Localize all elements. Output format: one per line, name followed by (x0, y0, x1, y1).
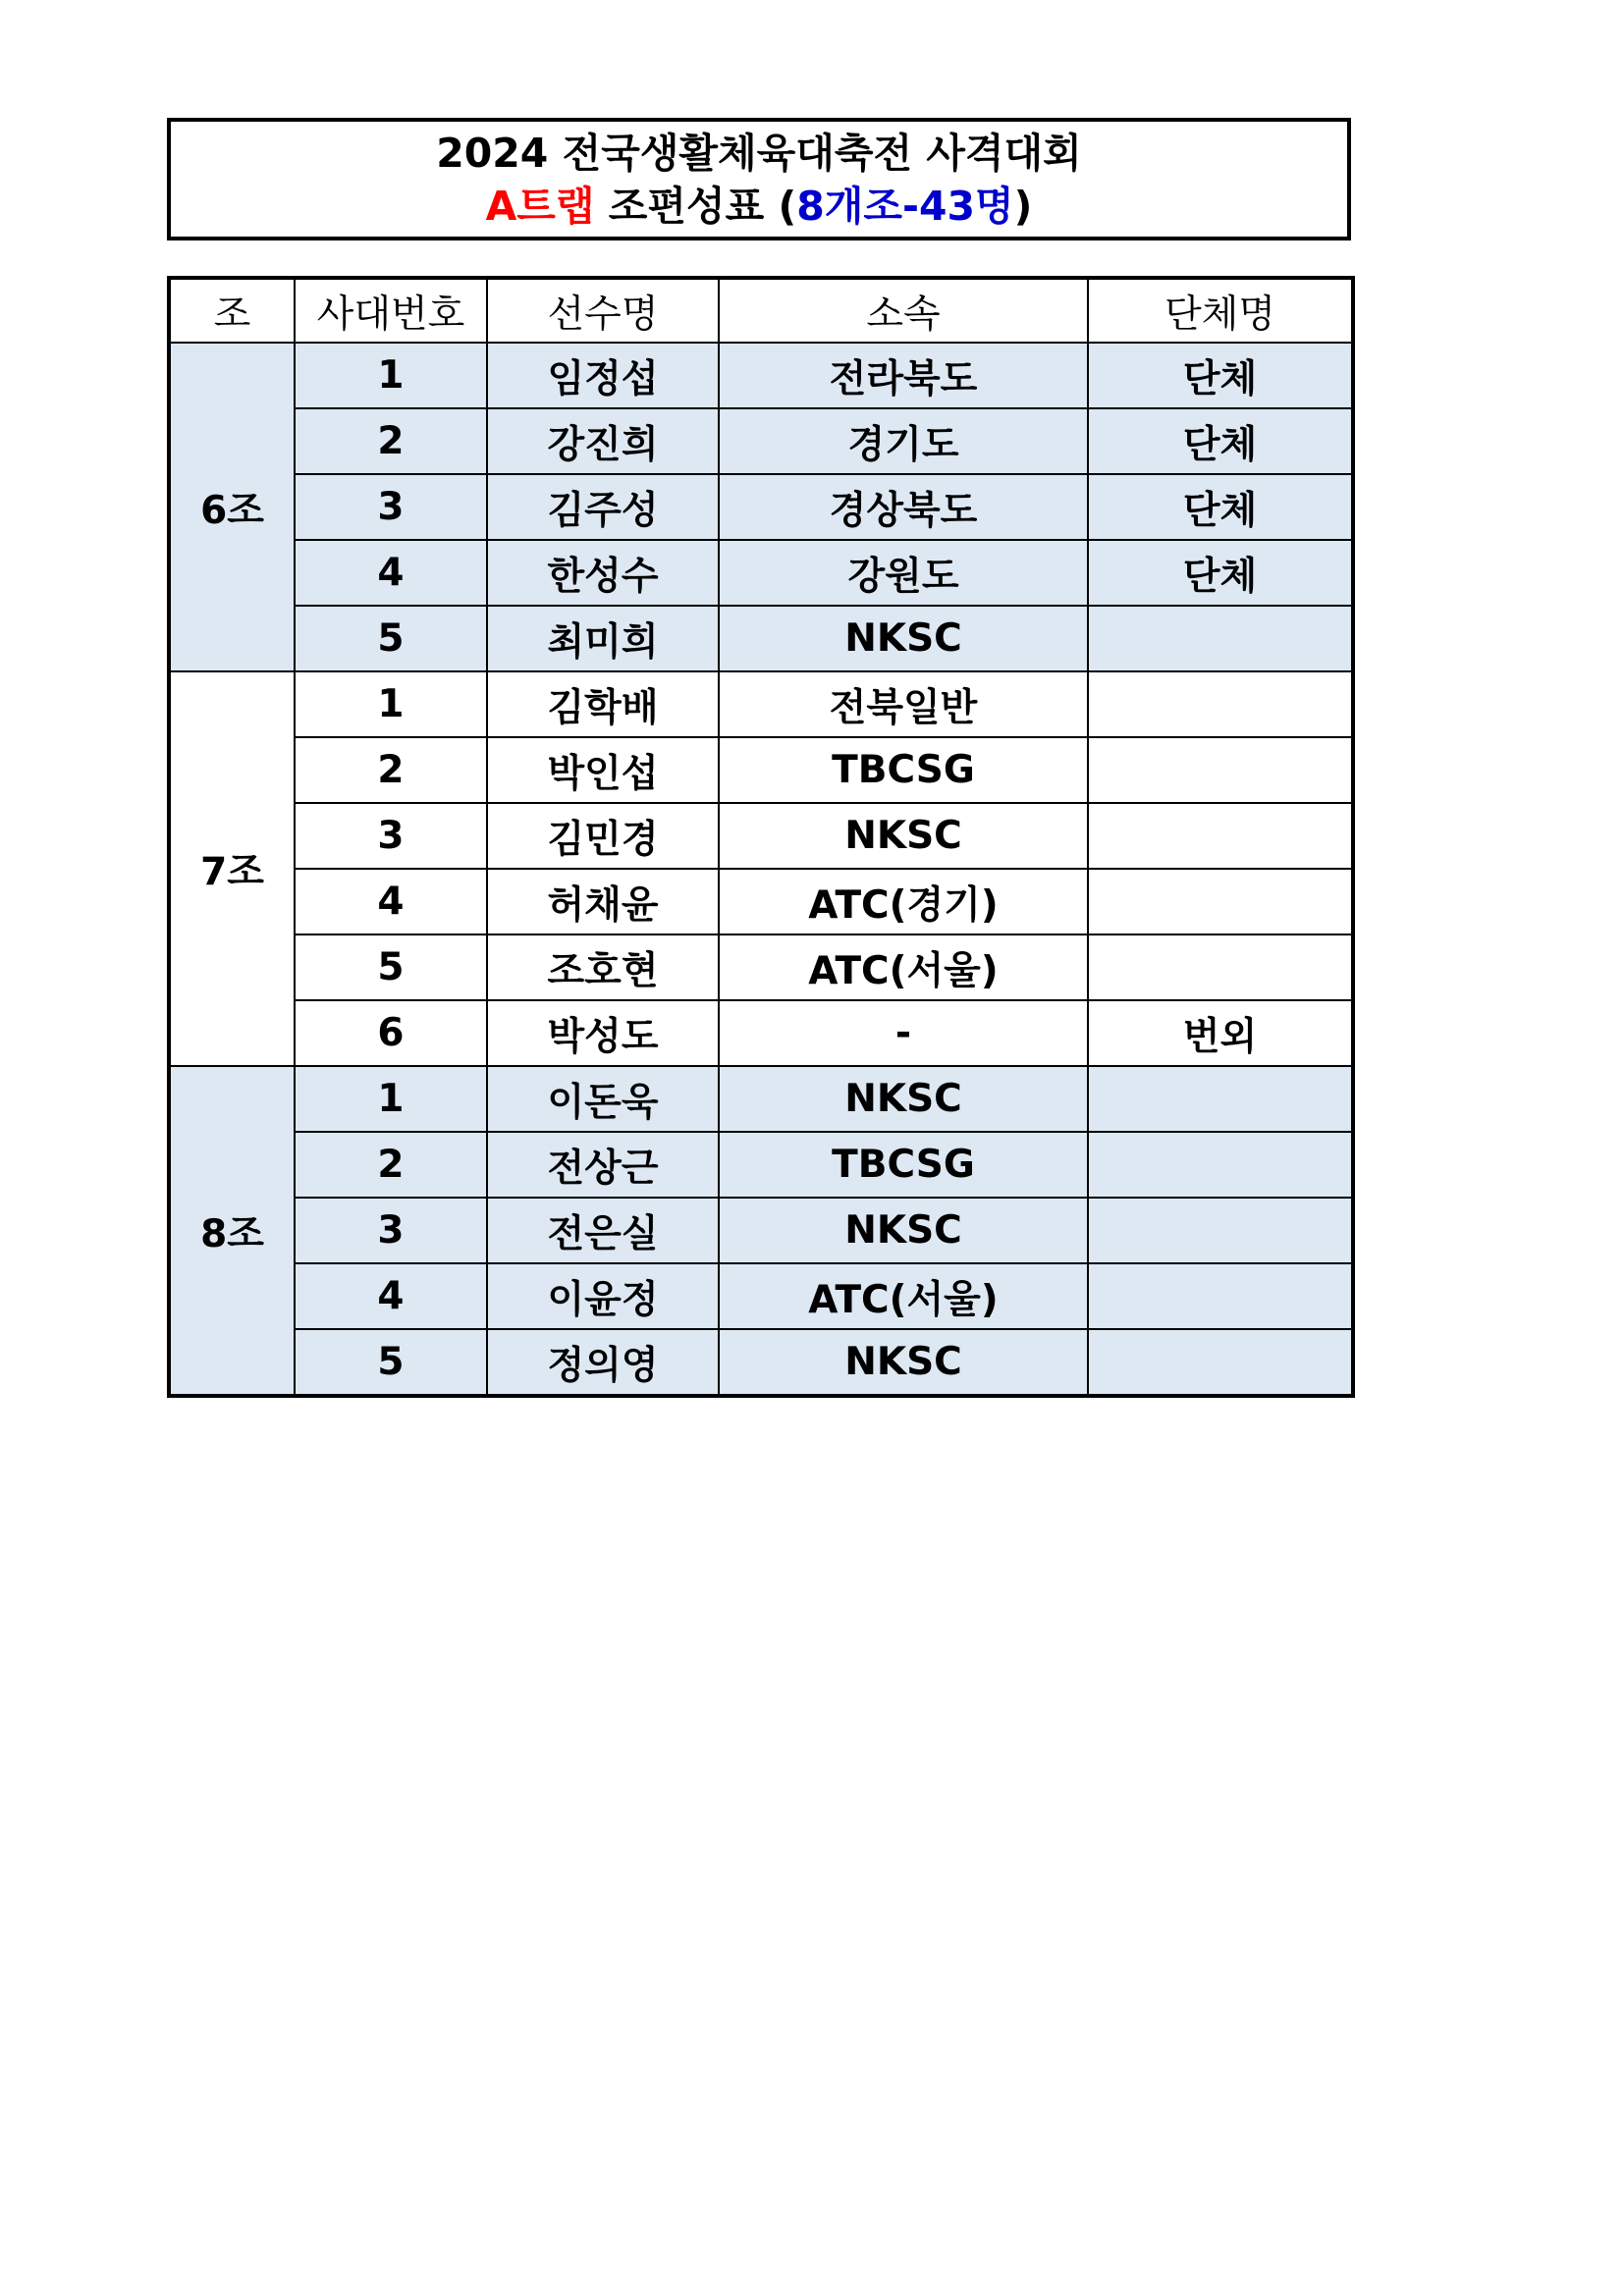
affiliation: - (719, 1000, 1088, 1066)
team-name (1088, 1329, 1353, 1396)
table-row (169, 803, 1353, 869)
header-affiliation: 소속 (719, 278, 1088, 343)
athlete-name: 강진희 (487, 408, 719, 474)
athlete-name: 한성수 (487, 540, 719, 606)
lane-number: 3 (295, 474, 487, 540)
table-row (169, 1000, 1353, 1066)
affiliation: TBCSG (719, 1132, 1088, 1198)
table-row (169, 1132, 1353, 1198)
title-box (167, 118, 1351, 240)
athlete-name: 박인섭 (487, 737, 719, 803)
header-row (169, 278, 1353, 343)
table-row (169, 408, 1353, 474)
lane-number: 1 (295, 671, 487, 737)
team-name (1088, 1263, 1353, 1329)
lane-number: 4 (295, 540, 487, 606)
table-row (169, 1198, 1353, 1263)
table-row (169, 737, 1353, 803)
affiliation: NKSC (719, 1329, 1088, 1396)
team-name (1088, 606, 1353, 671)
team-name: 단체 (1088, 540, 1353, 606)
team-name (1088, 869, 1353, 934)
athlete-name: 조호현 (487, 934, 719, 1000)
team-name (1088, 1198, 1353, 1263)
lane-number: 4 (295, 1263, 487, 1329)
team-name (1088, 671, 1353, 737)
athlete-name: 정의영 (487, 1329, 719, 1396)
header-lane: 사대번호 (295, 278, 487, 343)
event-name: A트랩 (485, 182, 595, 230)
lane-number: 1 (295, 343, 487, 408)
team-name: 단체 (1088, 408, 1353, 474)
table-row (169, 1263, 1353, 1329)
group-label: 7조 (169, 671, 295, 1066)
athlete-name: 김주성 (487, 474, 719, 540)
lane-number: 6 (295, 1000, 487, 1066)
affiliation: 전라북도 (719, 343, 1088, 408)
header-name: 선수명 (487, 278, 719, 343)
table-row (169, 869, 1353, 934)
lane-number: 2 (295, 737, 487, 803)
affiliation: ATC(경기) (719, 869, 1088, 934)
athlete-name: 허채윤 (487, 869, 719, 934)
affiliation: NKSC (719, 1198, 1088, 1263)
table-row (169, 474, 1353, 540)
team-name: 번외 (1088, 1000, 1353, 1066)
table-row (169, 606, 1353, 671)
athlete-name: 전은실 (487, 1198, 719, 1263)
athlete-name: 임정섭 (487, 343, 719, 408)
team-name (1088, 1132, 1353, 1198)
title-line-2 (486, 180, 1033, 233)
table-row (169, 671, 1353, 737)
table-row (169, 1329, 1353, 1396)
team-name (1088, 803, 1353, 869)
affiliation: TBCSG (719, 737, 1088, 803)
header-group: 조 (169, 278, 295, 343)
lane-number: 4 (295, 869, 487, 934)
lane-number: 5 (295, 606, 487, 671)
affiliation: 경상북도 (719, 474, 1088, 540)
roster-body (169, 343, 1353, 1396)
header-team: 단체명 (1088, 278, 1353, 343)
athlete-name: 김민경 (487, 803, 719, 869)
table-row (169, 343, 1353, 408)
team-name: 단체 (1088, 474, 1353, 540)
table-row (169, 1066, 1353, 1132)
affiliation: 전북일반 (719, 671, 1088, 737)
title-line-1: 2024 전국생활체육대축전 사격대회 (436, 129, 1082, 177)
lane-number: 3 (295, 803, 487, 869)
athlete-name: 최미희 (487, 606, 719, 671)
athlete-name: 김학배 (487, 671, 719, 737)
affiliation: ATC(서울) (719, 934, 1088, 1000)
affiliation: 경기도 (719, 408, 1088, 474)
affiliation: 강원도 (719, 540, 1088, 606)
title-end: ) (1013, 182, 1033, 230)
table-row (169, 540, 1353, 606)
table-row (169, 934, 1353, 1000)
team-name (1088, 934, 1353, 1000)
lane-number: 5 (295, 1329, 487, 1396)
athlete-name: 박성도 (487, 1000, 719, 1066)
group-label: 6조 (169, 343, 295, 671)
lane-number: 5 (295, 934, 487, 1000)
group-count: 8개조-43명 (796, 182, 1014, 230)
affiliation: NKSC (719, 1066, 1088, 1132)
team-name (1088, 1066, 1353, 1132)
team-name: 단체 (1088, 343, 1353, 408)
affiliation: NKSC (719, 803, 1088, 869)
lane-number: 3 (295, 1198, 487, 1263)
roster-table (167, 276, 1355, 1398)
lane-number: 2 (295, 1132, 487, 1198)
group-label: 8조 (169, 1066, 295, 1396)
lane-number: 1 (295, 1066, 487, 1132)
affiliation: NKSC (719, 606, 1088, 671)
athlete-name: 이돈욱 (487, 1066, 719, 1132)
athlete-name: 이윤정 (487, 1263, 719, 1329)
affiliation: ATC(서울) (719, 1263, 1088, 1329)
lane-number: 2 (295, 408, 487, 474)
title-mid: 조편성표 ( (594, 182, 797, 230)
team-name (1088, 737, 1353, 803)
athlete-name: 전상근 (487, 1132, 719, 1198)
